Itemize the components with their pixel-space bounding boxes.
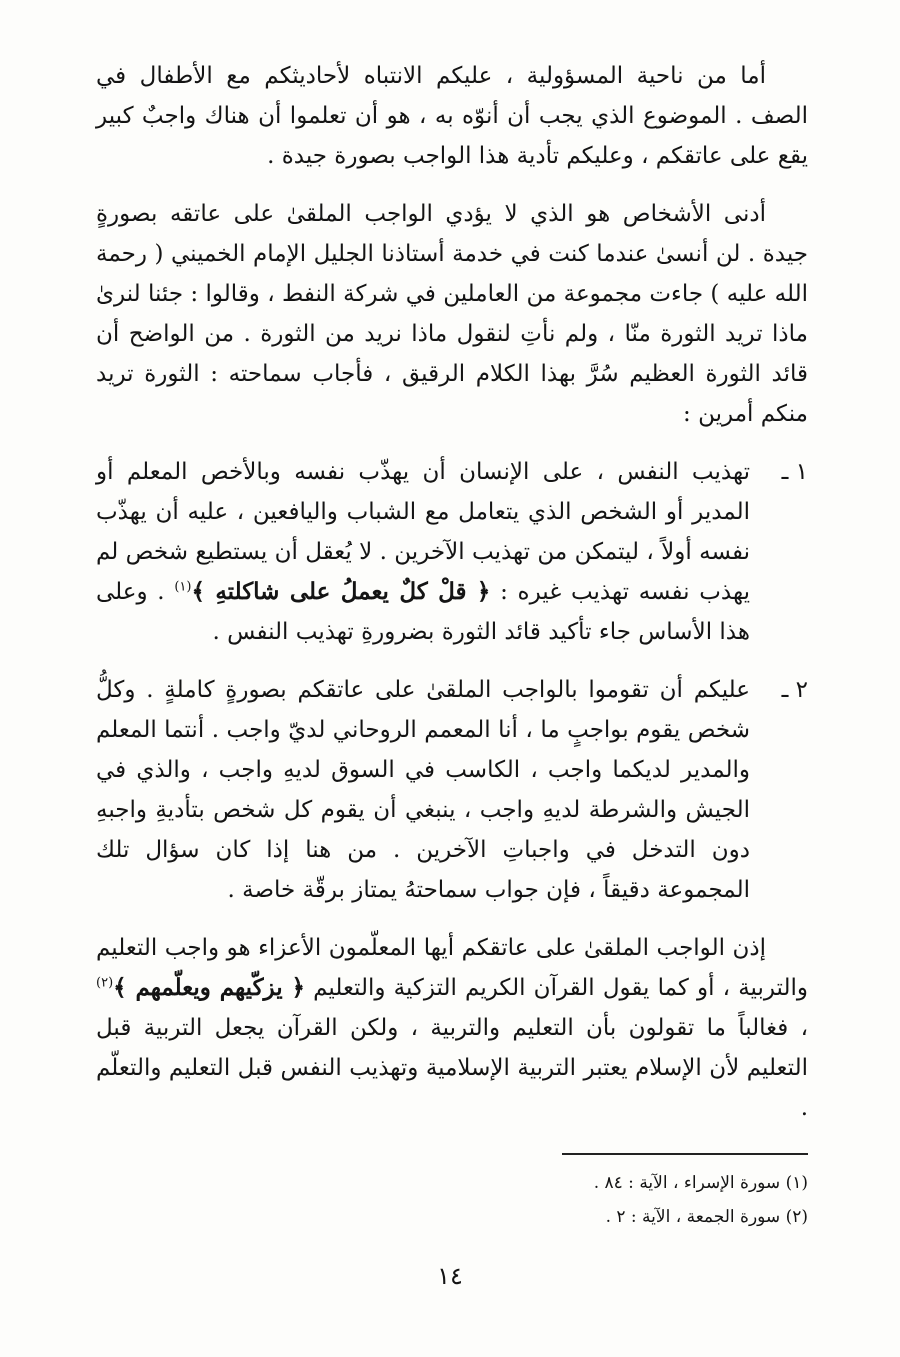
list-item-1 — [96, 452, 808, 652]
paragraph-education — [96, 928, 808, 1128]
list-item-2-number: ٢ ـ — [781, 677, 808, 703]
paragraph-education-rest: ، فغالباً ما تقولون بأن التعليم والتربية ، ولكن القرآن يجعل التربية قبل التعليم لأن الإسلام يعتبر التربية الإسلامية وتهذيب النفس قبل التعليم والتعلّم . — [96, 1015, 808, 1121]
page-number: ١٤ — [437, 1262, 463, 1290]
list-item-2 — [96, 670, 808, 910]
list-item-2-text: عليكم أن تقوموا بالواجب الملقىٰ على عاتقكم بصورةٍ كاملةٍ . وكلُّ شخص يقوم بواجبٍ ما ، أنا المعمم الروحاني لديّ واجب . أنتما المعلم والمدير لديكما واجب ، الكاسب في السوق لديهِ واجب ، والذي في الجيش والشرطة لديهِ واجب ، ينبغي أن يقوم كل شخص بتأديةِ واجبهِ دون التدخل في واجباتِ الآخرين . من هنا إذا كان سؤال تلك المجموعة دقيقاً ، فإن جواب سماحتهُ يمتاز برقّة خاصة . — [96, 677, 750, 903]
list-item-1-body: تهذيب النفس ، على الإنسان أن يهذّب نفسه وبالأخص المعلم أو المدير أو الشخص الذي يتعامل مع الشباب واليافعين ، عليه أن يهذّب نفسه أولاً ، ليتمكن من تهذيب الآخرين . لا يُعقل أن يستطيع شخص لم يهذب نفسه تهذيب غيره : — [96, 459, 750, 605]
footnote-divider — [562, 1153, 808, 1155]
quran-verse-2: ﴿ يزكّيهم ويعلّمهم ﴾ — [113, 974, 305, 1001]
list-item-1-text — [96, 452, 750, 652]
footnotes — [308, 1166, 808, 1234]
paragraph-imam-story: أدنى الأشخاص هو الذي لا يؤدي الواجب الملقىٰ على عاتقه بصورةٍ جيدة . لن أنسىٰ عندما كنت في خدمة أستاذنا الجليل الإمام الخميني ( رحمة الله عليه ) جاءت مجموعة من العاملين في شركة النفط ، وقالوا : جئنا لنرىٰ ماذا تريد الثورة منّا ، ولم نأتِ لنقول ماذا نريد من الثورة . من الواضح أن قائد الثورة العظيم سُرَّ بهذا الكلام الرقيق ، فأجاب سماحته : الثورة تريد منكم أمرين : — [96, 201, 808, 427]
footnote-2: (٢) سورة الجمعة ، الآية : ٢ . — [605, 1207, 808, 1227]
footnote-marker-2: (٢) — [96, 975, 114, 991]
paragraph-education-body: إذن الواجب الملقىٰ على عاتقكم أيها المعلّمون الأعزاء هو واجب التعليم والتربية ، أو كما يقول القرآن الكريم التزكية والتعليم — [96, 935, 809, 1001]
list-item-1-rest: . وعلى هذا الأساس جاء تأكيد قائد الثورة بضرورةِ تهذيب النفس . — [96, 579, 750, 645]
list-item-1-number: ١ ـ — [781, 459, 808, 485]
footnote-1: (١) سورة الإسراء ، الآية : ٨٤ . — [593, 1173, 808, 1193]
quran-verse-1: ﴿ قلْ كلٌ يعملُ على شاكلتهِ ﴾ — [191, 578, 491, 605]
footnote-marker-1: (١) — [174, 579, 192, 595]
paragraph-responsibility: أما من ناحية المسؤولية ، عليكم الانتباه لأحاديثكم مع الأطفال في الصف . الموضوع الذي يجب أن أنوّه به ، هو أن تعلموا أن هناك واجبٌ كبير يقع على عاتقكم ، وعليكم تأدية هذا الواجب بصورة جيدة . — [96, 63, 808, 169]
